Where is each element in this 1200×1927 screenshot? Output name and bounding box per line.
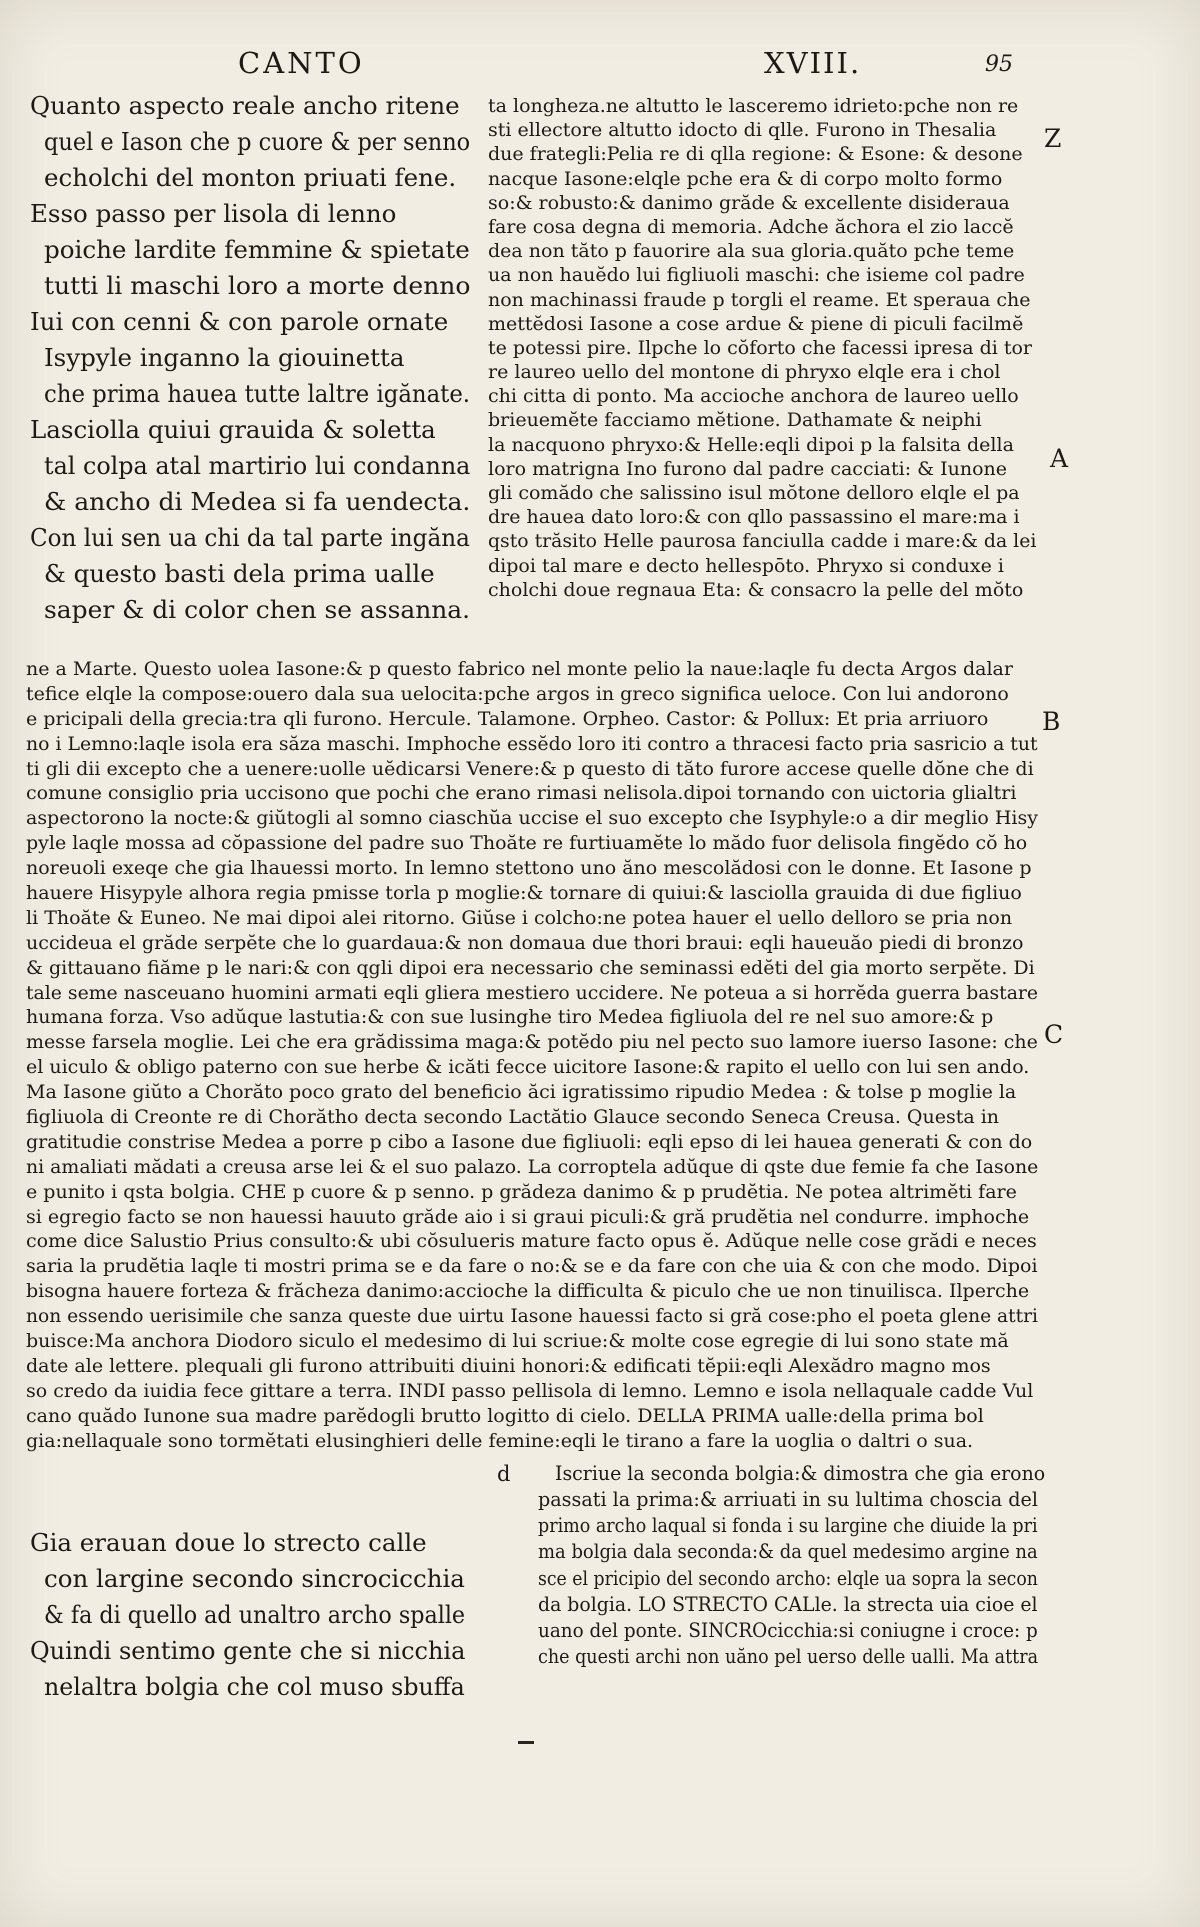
commentary-line: passati la prima:& arriuati in su lultima choscia del bbox=[538, 1488, 1038, 1511]
commentary-line: ti gli dii excepto che a uenere:uolle uĕdicarsi Venere:& p questo di tăto furore accese quelle dŏne che di bbox=[26, 757, 1034, 780]
commentary-line: primo archo laqual si fonda i su largine che diuide la pri bbox=[538, 1514, 1038, 1538]
margin-letter-z: Z bbox=[1044, 124, 1062, 153]
section-mark: d bbox=[497, 1462, 511, 1486]
commentary-line: nacque Iasone:elqle pche era & di corpo molto formo bbox=[488, 167, 1003, 190]
commentary-line: so:& robusto:& danimo grăde & excellente disideraua bbox=[488, 191, 1010, 214]
verse-line: tutti li maschi loro a morte denno bbox=[44, 271, 471, 300]
margin-letter-a: A bbox=[1050, 444, 1069, 473]
commentary-line: buisce:Ma anchora Diodoro siculo el medesimo di lui scriue:& molte cose egregie di lui sono state mă bbox=[26, 1330, 1009, 1353]
commentary-line: Iscriue la seconda bolgia:& dimostra che gia erono bbox=[555, 1462, 1046, 1485]
margin-letter-b: B bbox=[1042, 707, 1061, 736]
commentary-line: sti ellectore altutto idocto di qlle. Furono in Thesalia bbox=[488, 119, 997, 142]
commentary-line: uccideua el grăde serpĕte che lo guardaua:& non domaua due thori braui: eqli haueuăo piedi di bronzo bbox=[26, 931, 1024, 954]
commentary-line: Ma Iasone giŭto a Chorăto poco grato del beneficio ăci igratissimo ripudio Medea : & tolse p moglie la bbox=[26, 1081, 1017, 1104]
commentary-line: ua non hauĕdo lui figliuoli maschi: che isieme col padre bbox=[488, 264, 1025, 287]
commentary-line: aspectorono la nocte:& giŭtogli al somno ciaschŭa uccise el suo excepto che Isyphyle:o a dir meglio Hisy bbox=[26, 807, 1038, 830]
commentary-line: dea non tăto p fauorire ala sua gloria.quăto pche teme bbox=[488, 240, 1015, 263]
commentary-line: cholchi doue regnaua Eta: & consacro la pelle del mŏto bbox=[488, 578, 1024, 601]
commentary-line: so credo da iuidia fece gittare a terra. INDI passo pellisola di lemno. Lemno e isola nellaquale cadde Vul bbox=[26, 1379, 1034, 1402]
running-head bbox=[0, 46, 1200, 86]
verse-block-bottom bbox=[30, 1525, 508, 1705]
commentary-line: dipoi tal mare e decto hellespōto. Phryxo si conduxe i bbox=[488, 554, 1004, 577]
verse-line: tal colpa atal martirio lui condanna bbox=[44, 451, 471, 480]
commentary-line: e pricipali della grecia:tra qli furono. Hercule. Talamone. Orpheo. Castor: & Pollux: Et pria arriuoro bbox=[26, 707, 989, 730]
commentary-line: ni amaliati mădati a creusa arse lei & el suo palazo. La corroptela adŭque di qste due femie fa che Iasone bbox=[26, 1155, 1039, 1178]
commentary-lead-line bbox=[555, 1462, 1060, 1486]
commentary-line: pyle laqle mossa ad cŏpassione del padre suo Thoăte re furtiuamĕte lo mădo fuor delisola fingĕdo cŏ ho bbox=[26, 832, 1028, 855]
commentary-line: come dice Salustio Prius consulto:& ubi cŏsulueris mature facto opus ĕ. Adŭque nelle cose grădi e neces bbox=[26, 1230, 1037, 1253]
canto-numeral: XVIII. bbox=[764, 46, 862, 80]
commentary-line: date ale lettere. plequali gli furono attribuiti diuini honori:& edificati tĕpii:eqli Alexădro magno mos bbox=[26, 1354, 991, 1377]
verse-line: echolchi del monton priuati fene. bbox=[44, 163, 457, 192]
verse-line: poiche lardite femmine & spietate bbox=[44, 235, 470, 264]
commentary-column-bottom bbox=[538, 1487, 1102, 1670]
commentary-line: ta longheza.ne altutto le lasceremo idrieto:pche non re bbox=[488, 95, 1019, 117]
commentary-line: gli comădo che salissino isul mŏtone delloro elqle el pa bbox=[488, 482, 1020, 504]
verse-line: Quanto aspecto reale ancho ritene bbox=[30, 91, 460, 120]
commentary-line: qsto trăsito Helle paurosa fanciulla cadde i mare:& da lei bbox=[488, 530, 1037, 553]
commentary-line: humana forza. Vso adŭque lastutia:& con sue lusinghe tiro Medea figliuola del re nel suo amore:& p bbox=[26, 1006, 994, 1029]
commentary-line: due frategli:Pelia re di qlla regione: & Esone: & desone bbox=[488, 143, 1023, 166]
commentary-line: ma bolgia dala seconda:& da quel medesimo argine na bbox=[538, 1540, 1038, 1564]
commentary-line: ne a Marte. Questo uolea Iasone:& p questo fabrico nel monte pelio la naue:laqle fu decta Argos dalar bbox=[26, 658, 1013, 680]
commentary-line: e punito i qsta bolgia. CHE p cuore & p senno. p grădeza danimo & p prudĕtia. Ne potea altrimĕti fare bbox=[26, 1180, 1017, 1203]
commentary-line: uano del ponte. SINCROcicchia:si coniugne i croce: p bbox=[538, 1618, 1038, 1642]
commentary-line: fare cosa degna di memoria. Adche ăchora el zio laccĕ bbox=[488, 215, 1014, 238]
commentary-line: brieuemĕte facciamo mĕtione. Dathamate & neiphi bbox=[488, 409, 982, 432]
commentary-line: tale seme nasceuano huomini armati eqli gliera mestiero uccidere. Ne poteua a si horrĕda guerra bastare bbox=[26, 981, 1039, 1004]
verse-line: & fa di quello ad unaltro archo spalle bbox=[44, 1600, 466, 1629]
commentary-line: loro matrigna Ino furono dal padre cacciati: & Iunone bbox=[488, 457, 1007, 480]
commentary-line: si egregio facto se non hauessi hauuto grăde aio i si graui piculi:& gră prudĕtia nel condurre. imphoche bbox=[26, 1205, 1030, 1228]
verse-line: Lasciolla quiui grauida & soletta bbox=[30, 415, 436, 444]
commentary-line: non essendo uerisimile che sanza queste due uirtu Iasone hauessi facto si gră cose:pho el poeta glene attri bbox=[26, 1305, 1039, 1328]
commentary-line: gia:nellaquale sono tormĕtati elusinghieri delle femine:eqli le tirano a fare la uoglia o daltri o sua. bbox=[26, 1429, 974, 1452]
margin-letter-c: C bbox=[1044, 1020, 1064, 1049]
verse-line: Esso passo per lisola di lenno bbox=[30, 199, 397, 228]
verse-line: che prima hauea tutte laltre igănate. bbox=[44, 379, 471, 408]
commentary-line: cano quădo Iunone sua madre parĕdogli brutto logitto di cielo. DELLA PRIMA ualle:della prima bol bbox=[26, 1404, 984, 1427]
verse-line: Quindi sentimo gente che si nicchia bbox=[30, 1636, 466, 1665]
commentary-line: che questi archi non uăno pel uerso delle ualli. Ma attra bbox=[538, 1645, 1039, 1669]
verse-line: quel e Iason che p cuore & per senno bbox=[44, 127, 471, 156]
bottom-dash-mark bbox=[518, 1741, 534, 1744]
verse-line: & questo basti dela prima ualle bbox=[44, 559, 435, 588]
verse-line: con largine secondo sincrocicchia bbox=[44, 1564, 465, 1593]
commentary-line: re laureo uello del montone di phryxo elqle era i chol bbox=[488, 361, 1001, 384]
commentary-line: sce el pricipio del secondo archo: elqle ua sopra la secon bbox=[538, 1566, 1038, 1590]
commentary-line: da bolgia. LO STRECTO CALle. la strecta uia cioe el bbox=[538, 1592, 1038, 1616]
verse-line: nelaltra bolgia che col muso sbuffa bbox=[44, 1672, 465, 1701]
commentary-line: noreuoli exeqe che gia lhauessi morto. In lemno stettono uno ăno mescolădosi con le donne. Et Iasone p bbox=[26, 857, 1032, 880]
commentary-line: figliuola di Creonte re di Chorătho decta secondo Lactătio Glauce secondo Seneca Creusa. Questa in bbox=[26, 1106, 1000, 1129]
verse-line: Isypyle inganno la giouinetta bbox=[44, 343, 405, 372]
commentary-line: messe farsela moglie. Lei che era grădissima maga:& potĕdo piu nel pecto suo lamore iuerso Iasone: che bbox=[26, 1031, 1038, 1054]
verse-line: & ancho di Medea si fa uendecta. bbox=[44, 487, 471, 516]
commentary-line: el uiculo & obligo paterno con sue herbe & icăti fecce uicitore Iasone:& rapito el uello con lui sen ando. bbox=[26, 1056, 1030, 1079]
commentary-line: hauere Hisypyle alhora regia pmisse torla p moglie:& tornare di quiui:& lasciolla grauida di due figliuo bbox=[26, 882, 1022, 905]
verse-block-top bbox=[30, 88, 509, 628]
verse-line: saper & di color chen se assanna. bbox=[44, 595, 471, 624]
commentary-full-width bbox=[26, 657, 1061, 1454]
commentary-line: te potessi pire. Ilpche lo cŏforto che facessi ipresa di tor bbox=[488, 336, 1033, 359]
verse-line: Iui con cenni & con parole ornate bbox=[30, 307, 449, 336]
verse-line: Gia erauan doue lo strecto calle bbox=[30, 1528, 427, 1557]
commentary-line: tefice elqle la compose:ouero dala sua uelocita:pche argos in greco significa ueloce. Con lui andorono bbox=[26, 682, 1009, 705]
commentary-line: bisogna hauere forteza & frăcheza danimo:accioche la difficulta & piculo che ue non tinuilisca. Ilperche bbox=[26, 1280, 1030, 1303]
commentary-line: gratitudie constrise Medea a porre p cibo a Iasone due figliuoli: eqli epso di lei hauea generati & con do bbox=[26, 1130, 1033, 1153]
commentary-line: saria la prudĕtia laqle ti mostri prima se e da fare o no:& se e da fare con che uia & con che modo. Dipoi bbox=[26, 1255, 1038, 1278]
commentary-column-top bbox=[488, 94, 1041, 602]
canto-heading: CANTO bbox=[238, 46, 365, 80]
folio-number: 95 bbox=[985, 52, 1013, 77]
commentary-line: li Thoăte & Euneo. Ne mai dipoi alei ritorno. Giŭse i colcho:ne potea hauer el uello delloro se pria non bbox=[26, 906, 1013, 929]
commentary-line: mettĕdosi Iasone a cose ardue & piene di piculi facilmĕ bbox=[488, 312, 1024, 335]
commentary-line: la nacquono phryxo:& Helle:eqli dipoi p la falsita della bbox=[488, 433, 1014, 456]
commentary-line: & gittauano fiăme p le nari:& con qgli dipoi era necessario che seminassi edĕti del gia morto serpĕte. Di bbox=[26, 956, 1035, 979]
verse-line: Con lui sen ua chi da tal parte ingăna bbox=[30, 523, 470, 552]
commentary-line: chi citta di ponto. Ma accioche anchora de laureo uello bbox=[488, 385, 1019, 408]
commentary-line: comune consiglio pria uccisono que pochi che erano rimasi nelisola.dipoi tornando con uictoria glialtri bbox=[26, 782, 1017, 805]
commentary-line: no i Lemno:laqle isola era săza maschi. Imphoche essĕdo loro iti contro a thracesi facto pria sasricio a tut bbox=[26, 732, 1038, 755]
commentary-line: non machinassi fraude p torgli el reame. Et speraua che bbox=[488, 288, 1031, 311]
commentary-line: dre hauea dato loro:& con qllo passassino el mare:ma i bbox=[488, 506, 1020, 529]
